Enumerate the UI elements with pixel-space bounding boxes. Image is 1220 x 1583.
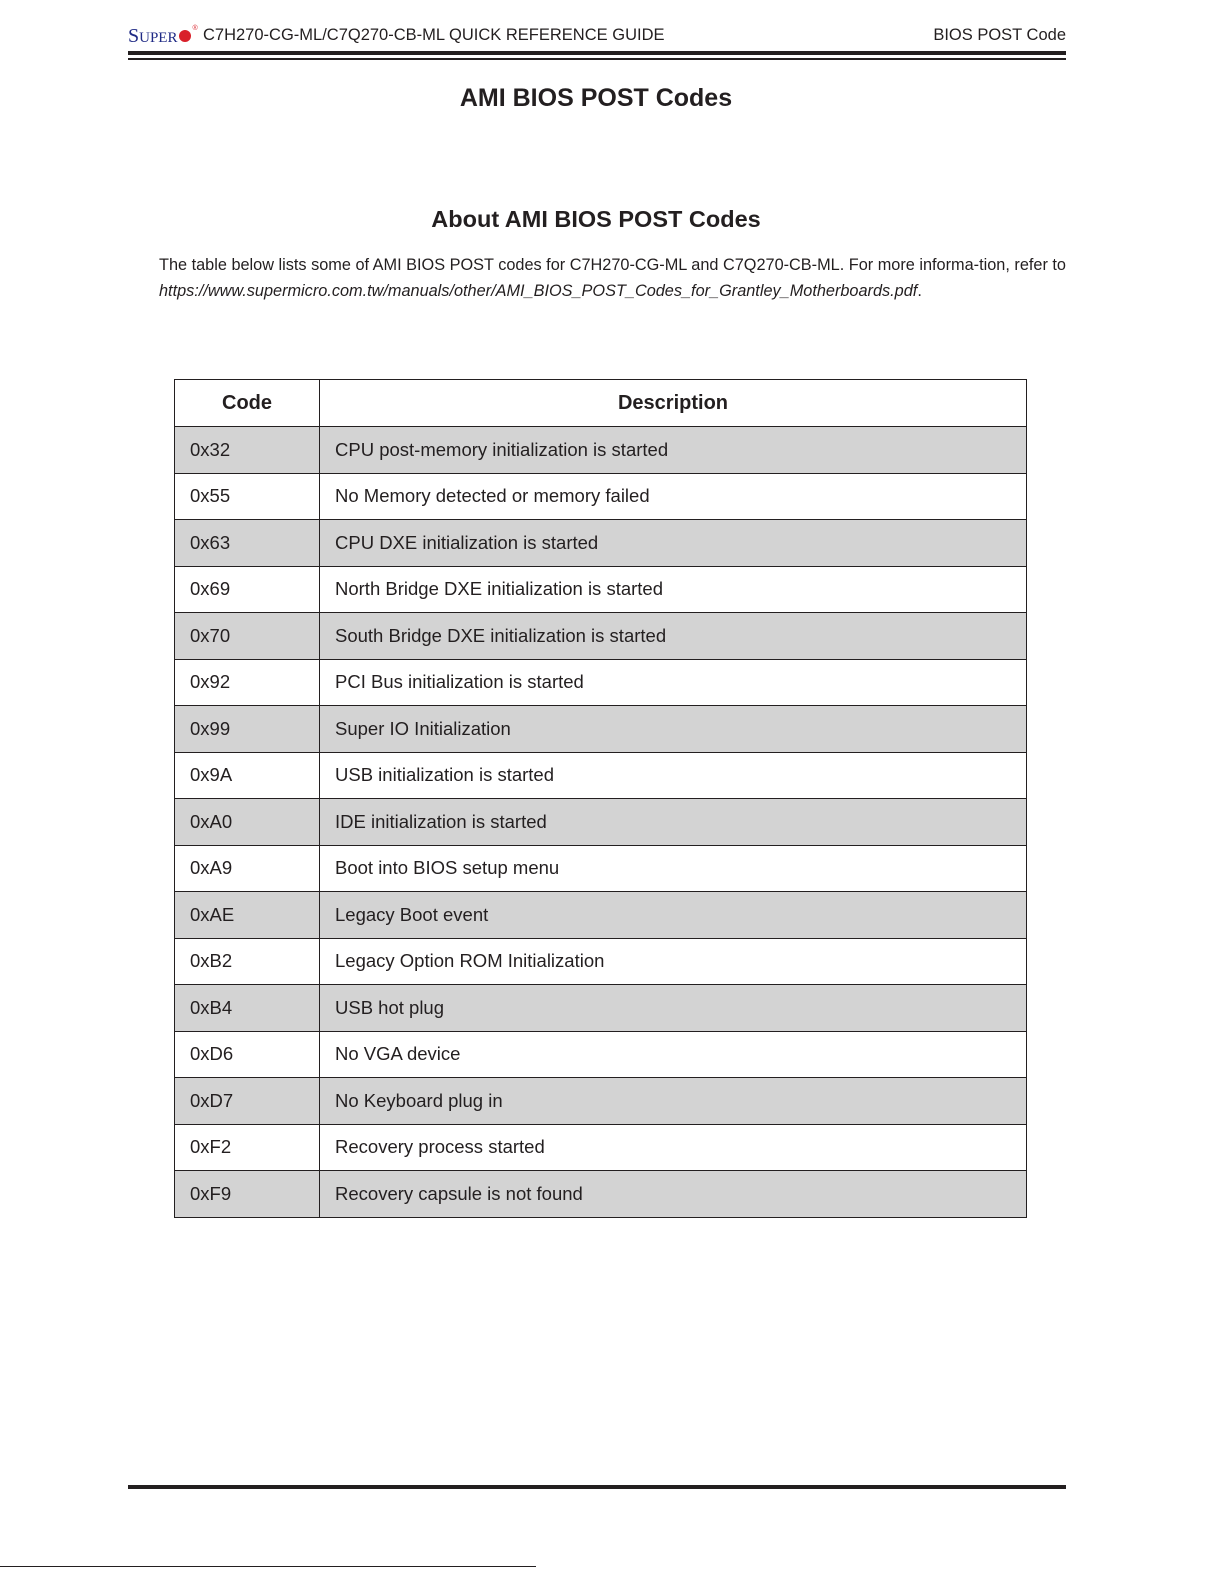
post-code-cell: 0xA9 [175, 845, 320, 892]
table-row [175, 1124, 1027, 1171]
table-row [175, 1078, 1027, 1125]
guide-title: C7H270-CG-ML/C7Q270-CB-ML QUICK REFERENCE GUIDE [203, 26, 665, 44]
table-row [175, 520, 1027, 567]
supermicro-logo [128, 25, 198, 47]
post-code-cell: 0x69 [175, 566, 320, 613]
description-cell: Super IO Initialization [320, 706, 1027, 753]
intro-text: The table below lists some of AMI BIOS POST codes for C7H270-CG-ML and C7Q270-CB-ML. For more informa-tion, refer to [159, 256, 1066, 274]
post-code-cell: 0x63 [175, 520, 320, 567]
post-code-cell: 0xF9 [175, 1171, 320, 1218]
post-code-cell: 0xD7 [175, 1078, 320, 1125]
table-header-row [175, 380, 1027, 427]
table-row [175, 892, 1027, 939]
description-cell: PCI Bus initialization is started [320, 659, 1027, 706]
table-row [175, 938, 1027, 985]
post-codes-table [174, 379, 1027, 1218]
post-code-cell: 0x55 [175, 473, 320, 520]
description-cell: Recovery capsule is not found [320, 1171, 1027, 1218]
description-cell: Legacy Option ROM Initialization [320, 938, 1027, 985]
page-title: AMI BIOS POST Codes [459, 84, 733, 112]
description-cell: Recovery process started [320, 1124, 1027, 1171]
footer-rule [128, 1485, 1066, 1489]
table-row [175, 473, 1027, 520]
description-cell: CPU DXE initialization is started [320, 520, 1027, 567]
post-code-cell: 0x99 [175, 706, 320, 753]
description-cell: No VGA device [320, 1031, 1027, 1078]
post-code-cell: 0xF2 [175, 1124, 320, 1171]
manual-url-link[interactable]: https://www.supermicro.com.tw/manuals/other/AMI_BIOS_POST_Codes_for_Grantley_Motherboards.pdf [159, 282, 918, 300]
logo-red-dot [179, 30, 191, 42]
post-code-cell: 0xA0 [175, 799, 320, 846]
header-rule-thin [128, 58, 1066, 60]
post-code-cell: 0x9A [175, 752, 320, 799]
intro-paragraph [159, 252, 1066, 304]
post-code-cell: 0xB2 [175, 938, 320, 985]
intro-end: . [917, 282, 922, 300]
table-body [175, 427, 1027, 1218]
table-row [175, 566, 1027, 613]
header-rule-thick [128, 51, 1066, 55]
table-row [175, 985, 1027, 1032]
description-cell: No Keyboard plug in [320, 1078, 1027, 1125]
description-cell: IDE initialization is started [320, 799, 1027, 846]
column-header-description: Description [320, 380, 1027, 427]
description-cell: No Memory detected or memory failed [320, 473, 1027, 520]
table-row [175, 1031, 1027, 1078]
description-cell: Boot into BIOS setup menu [320, 845, 1027, 892]
post-code-cell: 0x92 [175, 659, 320, 706]
table-row [175, 752, 1027, 799]
description-cell: USB initialization is started [320, 752, 1027, 799]
registered-mark-icon: ® [192, 25, 198, 32]
section-heading: About AMI BIOS POST Codes [431, 206, 761, 232]
column-header-code: Code [175, 380, 320, 427]
section-name: BIOS POST Code [933, 26, 1066, 44]
table-row [175, 1171, 1027, 1218]
description-cell: North Bridge DXE initialization is started [320, 566, 1027, 613]
post-code-cell: 0xD6 [175, 1031, 320, 1078]
table-row [175, 799, 1027, 846]
post-code-cell: 0xAE [175, 892, 320, 939]
table-row [175, 706, 1027, 753]
post-code-cell: 0xB4 [175, 985, 320, 1032]
table-row [175, 427, 1027, 474]
table-row [175, 613, 1027, 660]
description-cell: USB hot plug [320, 985, 1027, 1032]
description-cell: CPU post-memory initialization is started [320, 427, 1027, 474]
table-row [175, 659, 1027, 706]
logo-wordmark: SUPER [128, 25, 178, 47]
post-code-cell: 0x32 [175, 427, 320, 474]
description-cell: South Bridge DXE initialization is started [320, 613, 1027, 660]
description-cell: Legacy Boot event [320, 892, 1027, 939]
page-header [128, 24, 1066, 48]
page-bottom-edge [0, 1566, 536, 1567]
post-code-cell: 0x70 [175, 613, 320, 660]
table-row [175, 845, 1027, 892]
